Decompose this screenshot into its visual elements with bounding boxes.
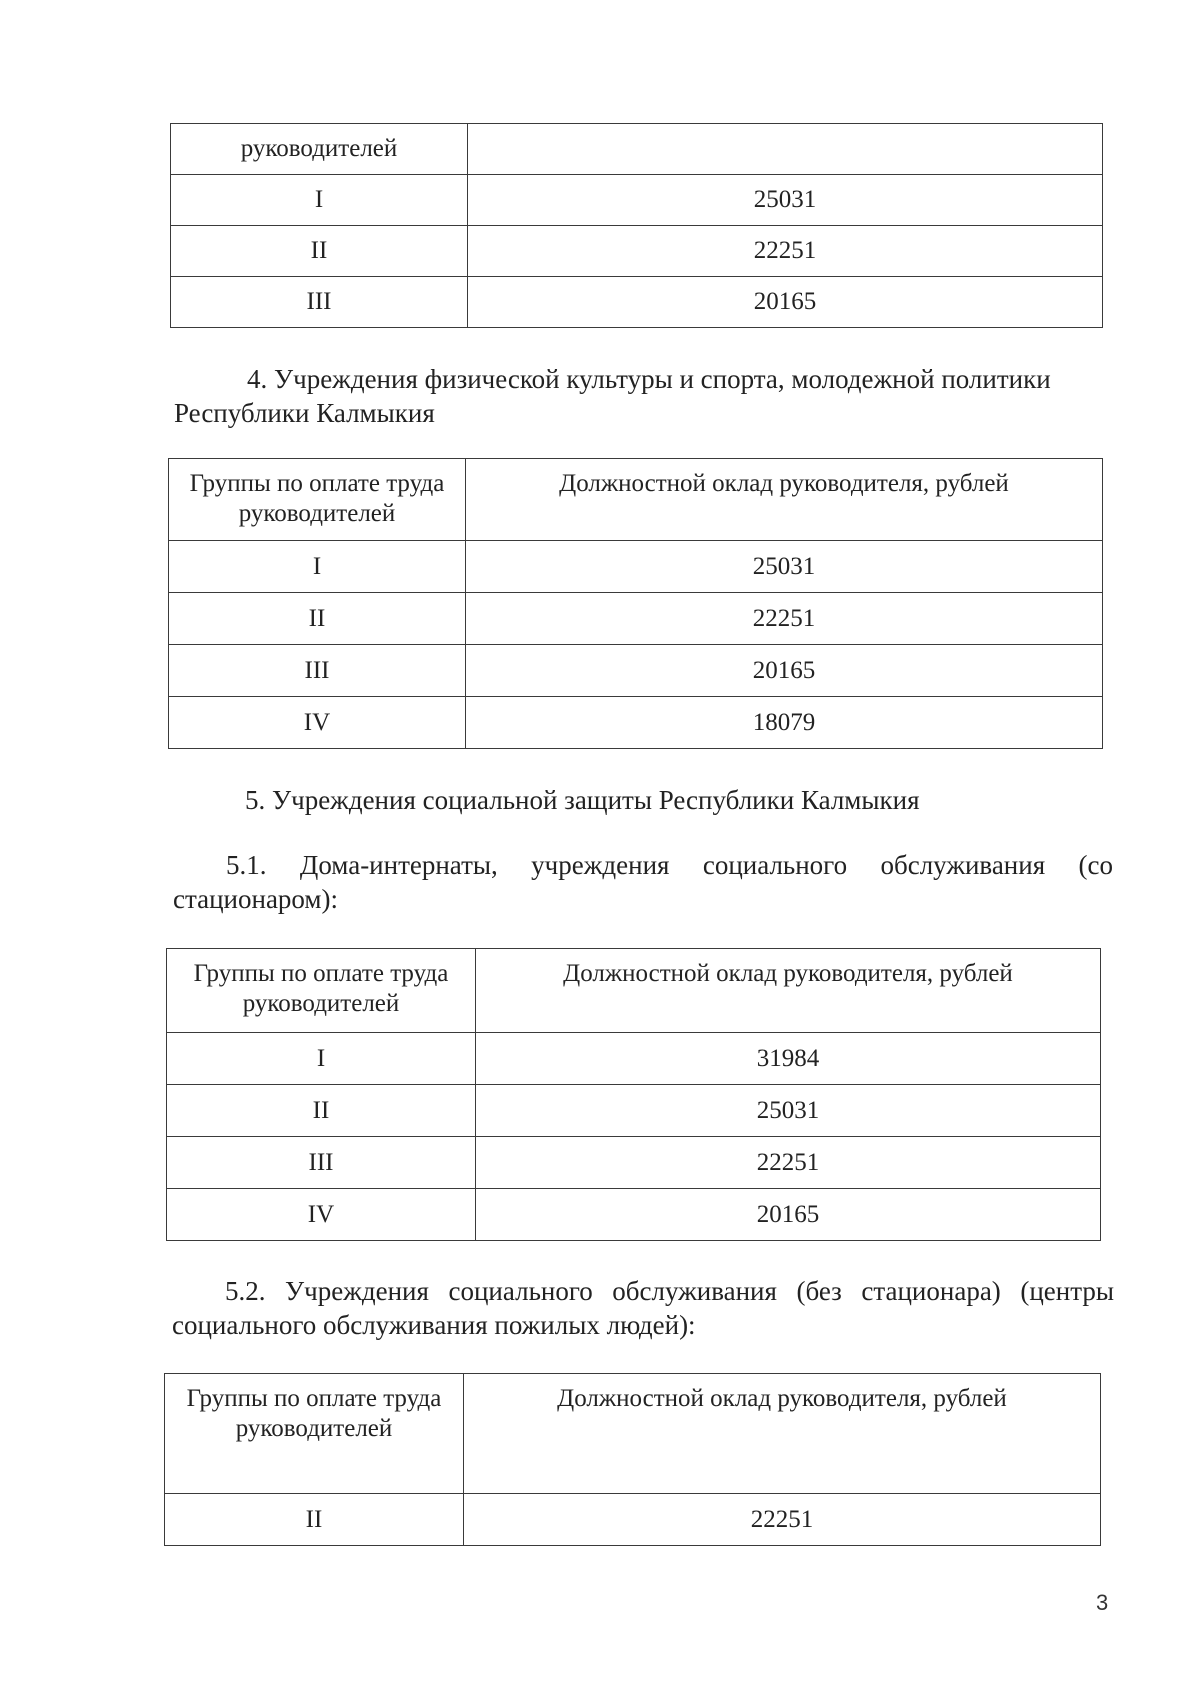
table-header-row [169,459,1103,541]
salary-cell [468,124,1103,175]
header-group-cell: Группы по оплате труда руководителей [167,949,476,1033]
table-row [167,1033,1101,1085]
salary-cell: 25031 [468,175,1103,226]
salary-cell: 25031 [476,1085,1101,1137]
header-salary-cell: Должностной оклад руководителя, рублей [466,459,1103,541]
table-row [171,175,1103,226]
group-cell: II [167,1085,476,1137]
group-cell: руководителей [171,124,468,175]
group-cell: IV [167,1189,476,1241]
group-cell: III [169,645,466,697]
table-row [167,1085,1101,1137]
header-group-cell: Группы по оплате труда руководителей [169,459,466,541]
salary-cell: 20165 [468,277,1103,328]
table-row [169,697,1103,749]
group-cell: II [169,593,466,645]
salary-table-boarding [166,948,1101,1241]
table-row [165,1494,1101,1546]
header-salary-cell: Должностной оклад руководителя, рублей [464,1374,1101,1494]
table-row [169,593,1103,645]
header-salary-cell: Должностной оклад руководителя, рублей [476,949,1101,1033]
section-5-1-text: 5.1. Дома-интернаты, учреждения социального обслуживания (со стационаром): [173,850,1113,914]
group-cell: II [171,226,468,277]
group-cell: IV [169,697,466,749]
table-row [171,277,1103,328]
salary-cell: 22251 [464,1494,1101,1546]
table-header-row [167,949,1101,1033]
salary-cell: 20165 [476,1189,1101,1241]
table-row [169,541,1103,593]
salary-table-nonresidential [164,1373,1101,1546]
table-row [167,1137,1101,1189]
section-5-2-text: 5.2. Учреждения социального обслуживания (без стационара) (центры социального обслуживания пожилых людей): [172,1276,1114,1340]
salary-cell: 22251 [468,226,1103,277]
group-cell: I [167,1033,476,1085]
table-header-row [165,1374,1101,1494]
table-row [167,1189,1101,1241]
group-cell: III [171,277,468,328]
salary-cell: 22251 [476,1137,1101,1189]
group-cell: I [169,541,466,593]
table-row [169,645,1103,697]
section-5-heading: 5. Учреждения социальной защиты Республики Калмыкия [245,785,920,815]
table-row [171,124,1103,175]
table-row [171,226,1103,277]
salary-cell: 18079 [466,697,1103,749]
salary-cell: 20165 [466,645,1103,697]
salary-table-sport [168,458,1103,749]
salary-cell: 25031 [466,541,1103,593]
salary-cell: 31984 [476,1033,1101,1085]
group-cell: III [167,1137,476,1189]
salary-table-continued [170,123,1103,328]
group-cell: I [171,175,468,226]
salary-cell: 22251 [466,593,1103,645]
group-cell: II [165,1494,464,1546]
header-group-cell: Группы по оплате труда руководителей [165,1374,464,1494]
section-4-heading: 4. Учреждения физической культуры и спорта, молодежной политики Республики Калмыкия [174,364,1051,428]
page-number: 3 [1096,1590,1109,1615]
